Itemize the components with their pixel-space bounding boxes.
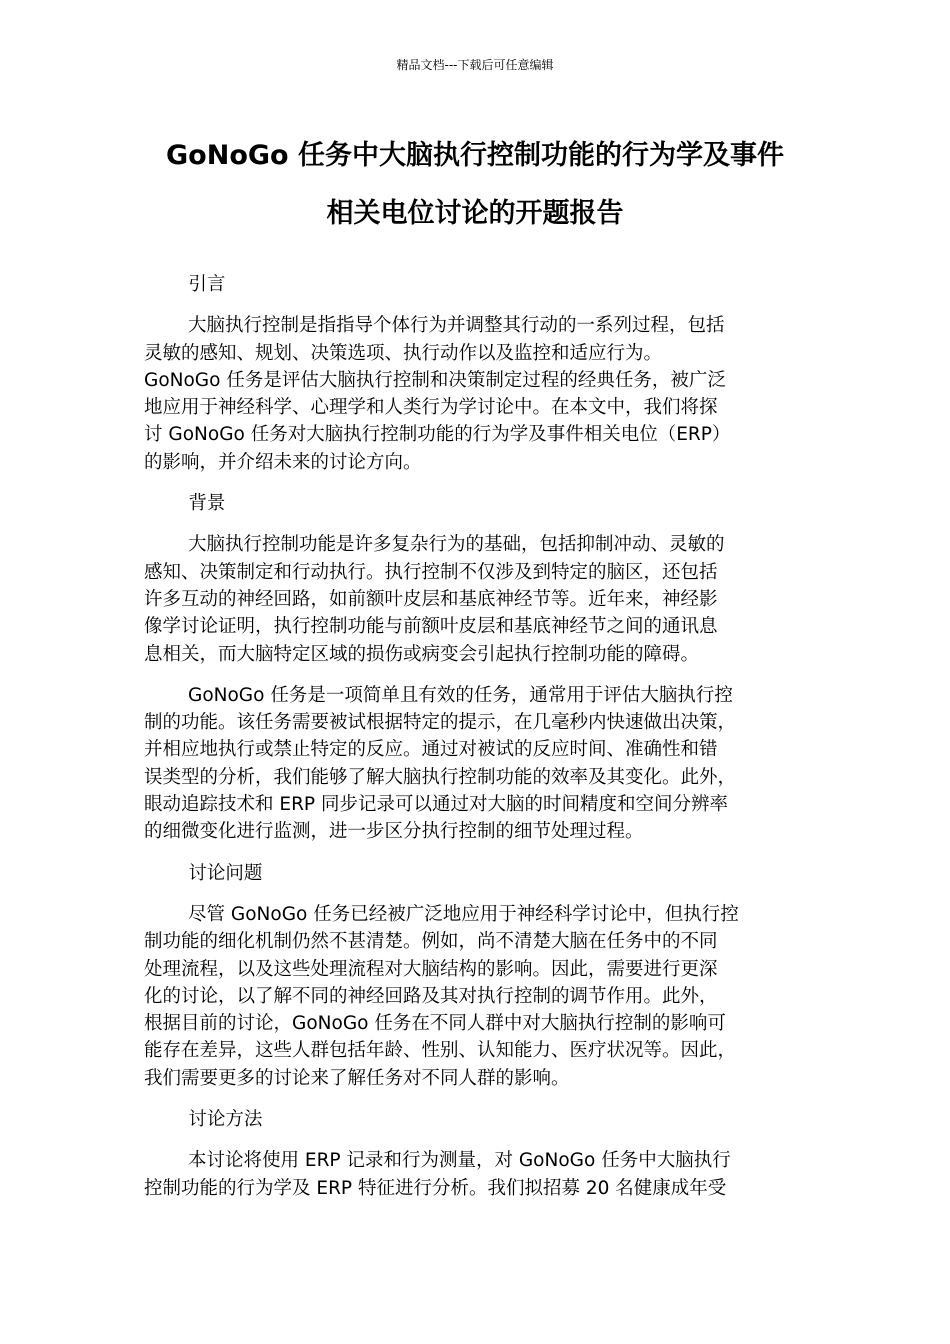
- methods-paragraph: [144, 1147, 804, 1202]
- text-line: 处理流程，以及这些处理流程对大脑结构的影响。因此，需要进行更深: [144, 958, 718, 980]
- text-line: 尽管 GoNoGo 任务已经被广泛地应用于神经科学讨论中，但执行控: [188, 903, 739, 925]
- text-line: 控制功能的行为学及 ERP 特征进行分析。我们拟招募 20 名健康成年受: [144, 1177, 727, 1199]
- text-line: 地应用于神经科学、心理学和人类行为学讨论中。在本文中，我们将探: [144, 397, 718, 419]
- text-line: 大脑执行控制功能是许多复杂行为的基础，包括抑制冲动、灵敏的: [188, 534, 725, 556]
- text-line: 化的讨论，以了解不同的神经回路及其对执行控制的调节作用。此外，: [144, 985, 718, 1007]
- text-line: 感知、决策制定和行动执行。执行控制不仅涉及到特定的脑区，还包括: [144, 561, 718, 583]
- document-title-line-1: GoNoGo 任务中大脑执行控制功能的行为学及事件: [166, 140, 784, 171]
- background-paragraph-1: [144, 531, 804, 667]
- text-line: 制功能的细化机制仍然不甚清楚。例如，尚不清楚大脑在任务中的不同: [144, 931, 718, 953]
- background-paragraph-2: [144, 682, 804, 846]
- section-heading-background: 背景: [188, 493, 226, 515]
- text-line: 根据目前的讨论，GoNoGo 任务在不同人群中对大脑执行控制的影响可: [144, 1013, 726, 1035]
- text-line: 制的功能。该任务需要被试根据特定的提示，在几毫秒内快速做出决策，: [144, 712, 737, 734]
- text-line: 讨 GoNoGo 任务对大脑执行控制功能的行为学及事件相关电位（ERP）: [144, 424, 731, 446]
- text-line: 并相应地执行或禁止特定的反应。通过对被试的反应时间、准确性和错: [144, 739, 718, 761]
- text-line: GoNoGo 任务是评估大脑执行控制和决策制定过程的经典任务，被广泛: [144, 369, 726, 391]
- text-line: GoNoGo 任务是一项简单且有效的任务，通常用于评估大脑执行控: [188, 684, 733, 706]
- intro-paragraph: [144, 312, 804, 476]
- text-line: 能存在差异，这些人群包括年龄、性别、认知能力、医疗状况等。因此，: [144, 1040, 737, 1062]
- section-heading-questions: 讨论问题: [188, 862, 263, 884]
- section-heading-intro: 引言: [188, 274, 226, 295]
- text-line: 误类型的分析，我们能够了解大脑执行控制功能的效率及其变化。此外，: [144, 766, 737, 788]
- text-line: 灵敏的感知、规划、决策选项、执行动作以及监控和适应行为。: [144, 342, 663, 364]
- document-title-line-2: 相关电位讨论的开题报告: [326, 198, 624, 229]
- text-line: 本讨论将使用 ERP 记录和行为测量，对 GoNoGo 任务中大脑执行: [188, 1150, 731, 1172]
- text-line: 像学讨论证明，执行控制功能与前额叶皮层和基底神经节之间的通讯息: [144, 616, 718, 638]
- page-header-watermark: 精品文档---下载后可任意编辑: [396, 58, 554, 72]
- text-line: 眼动追踪技术和 ERP 同步记录可以通过对大脑的时间精度和空间分辨率: [144, 794, 728, 816]
- text-line: 大脑执行控制是指指导个体行为并调整其行动的一系列过程，包括: [188, 315, 725, 337]
- questions-paragraph: [144, 901, 804, 1092]
- text-line: 许多互动的神经回路，如前额叶皮层和基底神经节等。近年来，神经影: [144, 588, 718, 610]
- text-line: 的细微变化进行监测，进一步区分执行控制的细节处理过程。: [144, 821, 644, 843]
- text-line: 的影响，并介绍未来的讨论方向。: [144, 451, 422, 473]
- text-line: 我们需要更多的讨论来了解任务对不同人群的影响。: [144, 1067, 570, 1089]
- section-heading-methods: 讨论方法: [188, 1109, 263, 1131]
- text-line: 息相关，而大脑特定区域的损伤或病变会引起执行控制功能的障碍。: [144, 643, 700, 665]
- document-body: [144, 271, 804, 1216]
